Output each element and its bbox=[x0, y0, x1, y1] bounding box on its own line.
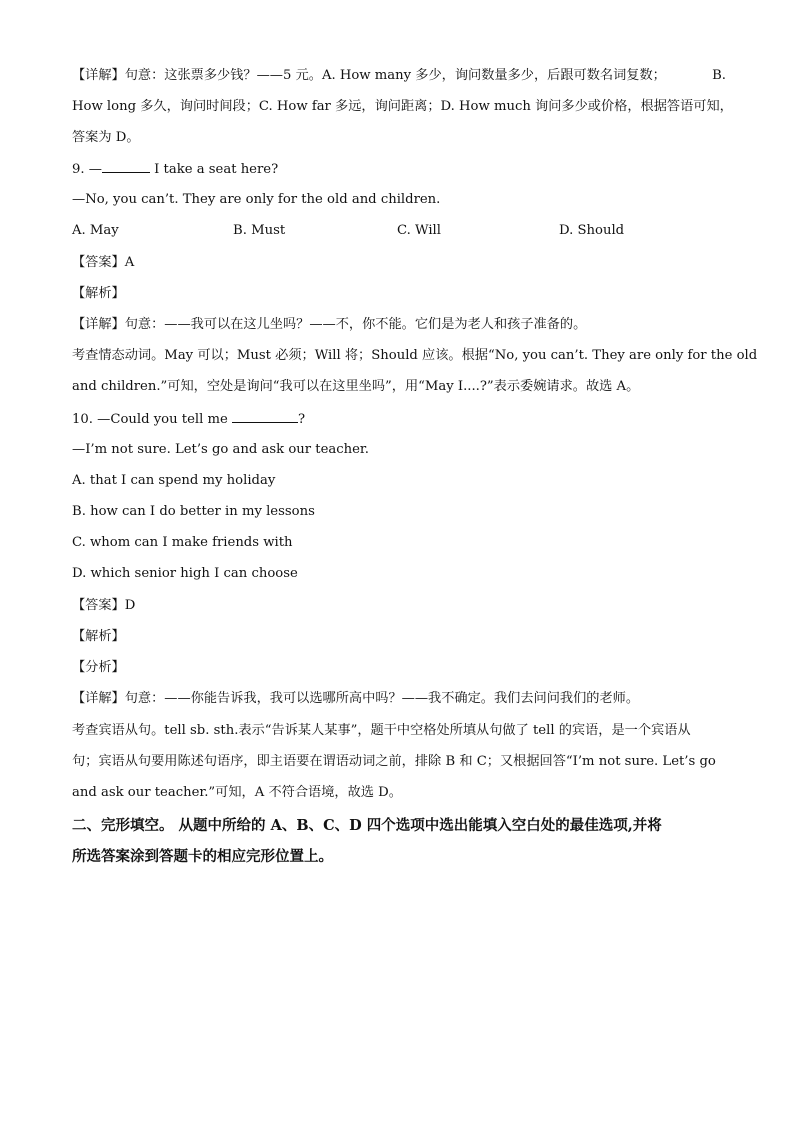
q10-fenxi-label: 【分析】 bbox=[72, 660, 125, 675]
q8-explain-text-1: 【详解】句意：这张票多少钱？——5 元。A. How many 多少，询问数量多少，后跟可数名词复数； bbox=[72, 68, 666, 83]
q9-stem-prefix: 9. — bbox=[72, 162, 102, 177]
q10-explain-2: 考查宾语从句。tell sb. sth.表示“告诉某人某事”，题干中空格处所填从句做了 tell 的宾语，是一个宾语从 bbox=[72, 723, 691, 738]
q9-answer-value: A bbox=[124, 255, 135, 270]
q10-analysis-label: 【解析】 bbox=[72, 629, 125, 644]
q8-explain-line-1 bbox=[72, 65, 726, 87]
q9-option-c: C. Will bbox=[397, 223, 441, 238]
section2-heading-line-2: 所选答案涂到答题卡的相应完形位置上。 bbox=[72, 848, 333, 865]
q10-answer bbox=[72, 595, 726, 617]
q9-answer bbox=[72, 252, 726, 274]
q9-stem-suffix: I take a seat here? bbox=[149, 162, 279, 177]
q9-explain-3: and children.”可知，空处是询问“我可以在这里坐吗”，用“May I....?”表示委婉请求。故选 A。 bbox=[72, 379, 640, 394]
q10-stem-prefix: 10. —Could you tell me bbox=[72, 412, 233, 427]
q9-answer-blank bbox=[102, 158, 150, 173]
q10-option-c: C. whom can I make friends with bbox=[72, 535, 293, 550]
q10-stem-suffix: ? bbox=[298, 412, 306, 427]
q9-option-b: B. Must bbox=[233, 223, 286, 238]
q9-options bbox=[72, 220, 726, 242]
q10-stem bbox=[72, 408, 726, 430]
q10-explain-3: 句；宾语从句要用陈述句语序，即主语要在谓语动词之前，排除 B 和 C；又根据回答“I’m not sure. Let’s go bbox=[72, 754, 716, 769]
q10-explain-1: 【详解】句意：——你能告诉我，我可以选哪所高中吗？——我不确定。我们去问问我们的老师。 bbox=[72, 691, 640, 706]
q10-option-a: A. that I can spend my holiday bbox=[72, 473, 276, 488]
q10-answer-value: D bbox=[124, 598, 136, 613]
q10-option-b: B. how can I do better in my lessons bbox=[72, 504, 315, 519]
q10-explain-4: and ask our teacher.”可知，A 不符合语境，故选 D。 bbox=[72, 785, 402, 800]
q9-answer-label: 【答案】 bbox=[72, 255, 125, 270]
q10-answer-blank bbox=[232, 408, 298, 423]
q10-option-d: D. which senior high I can choose bbox=[72, 566, 298, 581]
q9-option-d: D. Should bbox=[559, 223, 625, 238]
q9-analysis-label: 【解析】 bbox=[72, 286, 125, 301]
q8-explain-line-3: 答案为 D。 bbox=[72, 130, 140, 145]
q10-answer-label: 【答案】 bbox=[72, 598, 125, 613]
q9-option-a: A. May bbox=[72, 223, 119, 238]
q9-reply: —No, you can’t. They are only for the old and children. bbox=[72, 192, 441, 207]
q10-reply: —I’m not sure. Let’s go and ask our teacher. bbox=[72, 442, 369, 457]
q8-explain-line-2: How long 多久，询问时间段；C. How far 多远，询问距离；D. How much 询问多少或价格，根据答语可知， bbox=[72, 99, 733, 114]
q9-stem bbox=[72, 158, 726, 180]
q9-explain-2: 考查情态动词。May 可以；Must 必须；Will 将；Should 应该。根据“No, you can’t. They are only for the old bbox=[72, 348, 758, 363]
q9-explain-1: 【详解】句意：——我可以在这儿坐吗？——不，你不能。它们是为老人和孩子准备的。 bbox=[72, 317, 587, 332]
section2-heading-line-1: 二、完形填空。 从题中所给的 A、B、C、D 四个选项中选出能填入空白处的最佳选项,并将 bbox=[72, 817, 662, 834]
q8-explain-text-1-right: B. bbox=[712, 68, 726, 83]
